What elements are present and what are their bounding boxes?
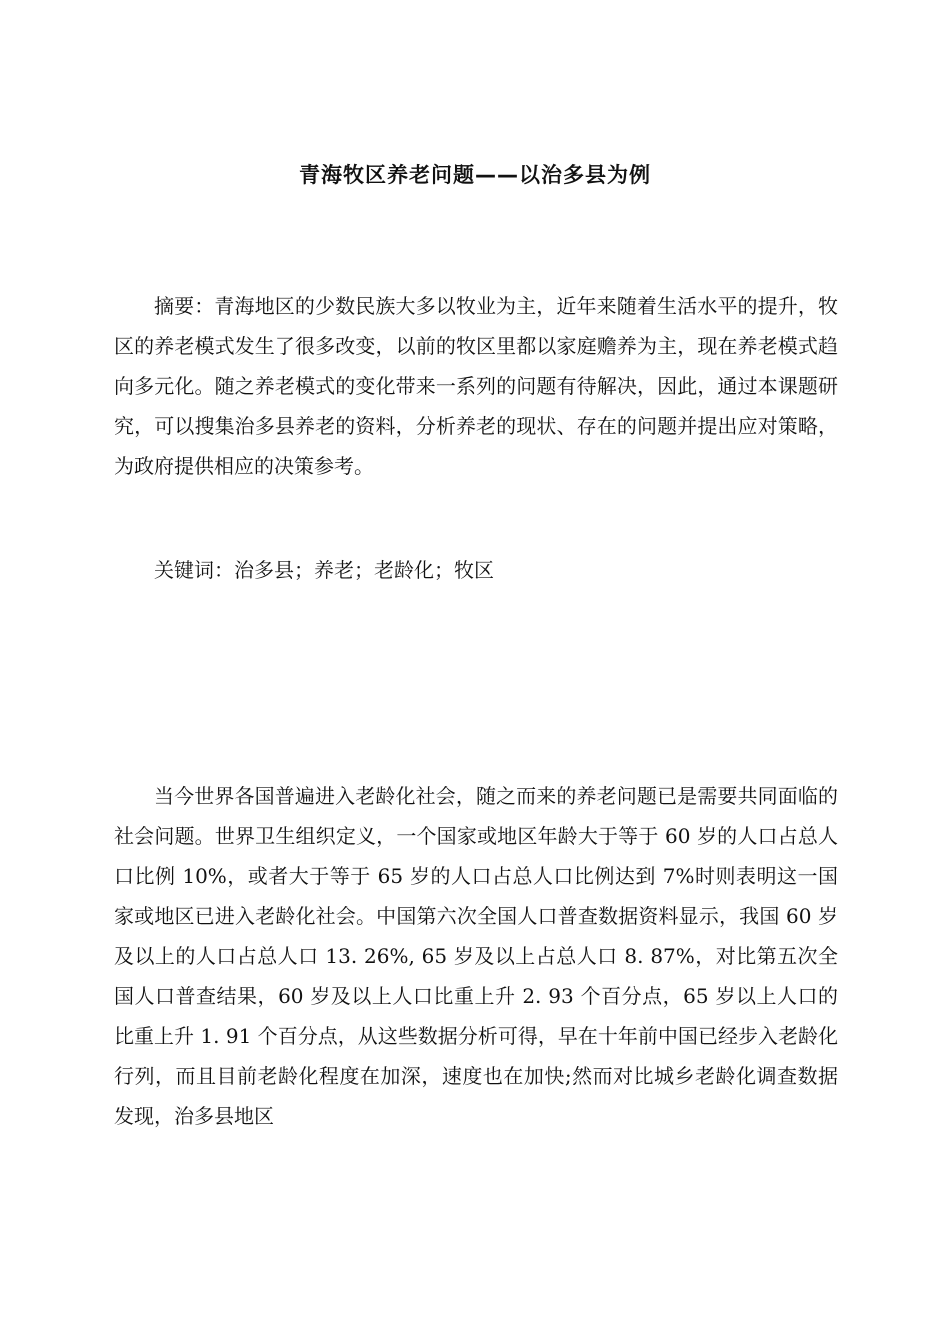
keywords-line: 关键词：治多县；养老；老龄化；牧区 (154, 558, 494, 582)
abstract-paragraph: 摘要：青海地区的少数民族大多以牧业为主，近年来随着生活水平的提升，牧区的养老模式发生了很多改变，以前的牧区里都以家庭赡养为主，现在养老模式趋向多元化。随之养老模式的变化带来一系列的问题有待解决，因此，通过本课题研究，可以搜集治多县养老的资料，分析养老的现状、存在的问题并提出应对策略，为政府提供相应的决策参考。 (114, 294, 838, 478)
document-title: 青海牧区养老问题——以治多县为例 (299, 163, 651, 187)
body-paragraph: 当今世界各国普遍进入老龄化社会，随之而来的养老问题已是需要共同面临的社会问题。世界卫生组织定义，一个国家或地区年龄大于等于 60 岁的人口占总人口比例 10%，或者大于等于 65 岁的人口占总人口比例达到 7%时则表明这一国家或地区已进入老龄化社会。中国第六次全国人口普查数据资料显示，我国 60 岁及以上的人口占总人口 13. 26%, 65 岁及以上占总人口 8. 87%，对比第五次全国人口普查结果，60 岁及以上人口比重上升 2. 93 个百分点，65 岁以上人口的比重上升 1. 91 个百分点，从这些数据分析可得，早在十年前中国已经步入老龄化行列，而且目前老龄化程度在加深，速度也在加快;然而对比城乡老龄化调查数据发现，治多县地区 (114, 784, 838, 1128)
